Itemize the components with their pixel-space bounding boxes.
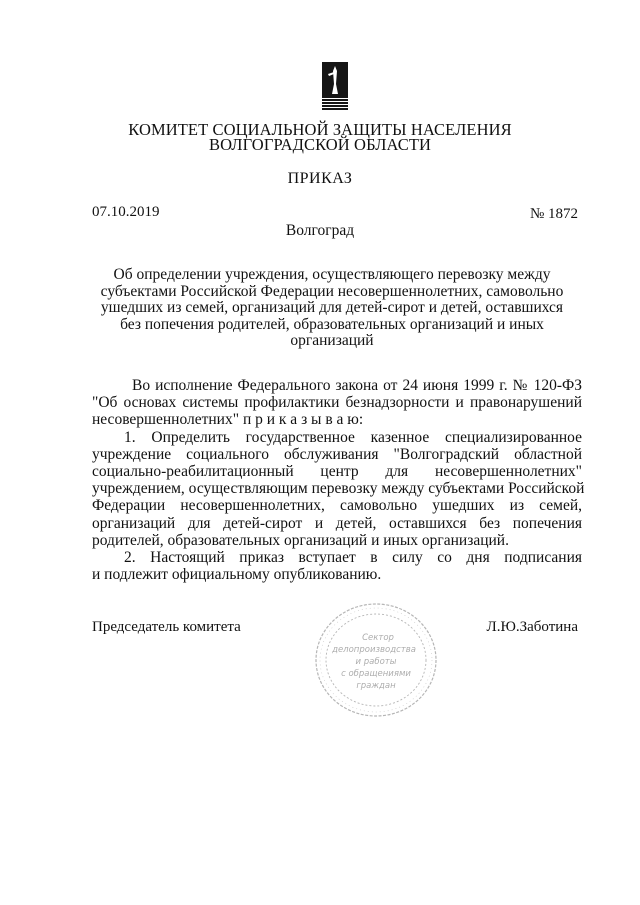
- signatory-name: Л.Ю.Заботина: [486, 619, 578, 635]
- stamp-text-line: Сектор: [362, 633, 394, 643]
- item2-line: и подлежит официальному опубликованию.: [92, 566, 382, 584]
- stamp-text-line: граждан: [356, 681, 396, 691]
- order-word: п р и к а з ы в а ю:: [242, 411, 364, 429]
- preamble-line-with-order: [92, 411, 582, 428]
- subject-line: субъектами Российской Федерации несовершеннолетних, самовольно: [100, 282, 564, 300]
- official-stamp: [312, 600, 440, 720]
- subject-line: без попечения родителей, образовательных организаций и иных: [120, 315, 544, 333]
- document-city: Волгоград: [285, 222, 355, 239]
- coat-of-arms-emblem: [322, 62, 348, 112]
- subject-line: ушедших из семей, организаций для детей-сирот и детей, оставшихся: [100, 299, 564, 316]
- item1-line: учреждением, осуществляющим перевозку между субъектами Российской: [92, 480, 585, 498]
- preamble-line: Во исполнение Федерального закона от 24 июня 1999 г. № 120-ФЗ: [132, 377, 582, 394]
- subject-line: организаций: [290, 332, 374, 349]
- stamp-text-line: делопроизводства: [332, 645, 416, 655]
- subject-line: Об определении учреждения, осуществляющего перевозку между: [113, 266, 551, 283]
- item1-line: 1. Определить государственное казенное специализированное: [124, 428, 582, 446]
- organization-name-line2: ВОЛГОГРАДСКОЙ ОБЛАСТИ: [208, 135, 432, 154]
- item1-line: родителей, образовательных организаций и иных организаций.: [92, 531, 509, 549]
- document-number: № 1872: [529, 206, 578, 222]
- stamp-text-line: с обращениями: [341, 669, 411, 679]
- document-body: [92, 377, 585, 584]
- item1-line: Федерации несовершеннолетних, самовольно ушедших из семей,: [92, 497, 582, 515]
- organization-name-line1: КОМИТЕТ СОЦИАЛЬНОЙ ЗАЩИТЫ НАСЕЛЕНИЯ: [128, 120, 512, 139]
- stamp-text-line: и работы: [355, 657, 397, 667]
- item1-line: учреждение социального обслуживания "Волгоградский областной: [92, 445, 582, 463]
- preamble-line-end: несовершеннолетних": [92, 411, 240, 429]
- preamble-line: "Об основах системы профилактики безнадзорности и правонарушений: [92, 394, 582, 412]
- signatory-role: Председатель комитета: [92, 619, 241, 635]
- document-subject: [96, 267, 568, 350]
- item1-line: социально-реабилитационный центр для несовершеннолетних": [92, 463, 582, 481]
- item1-line: организаций для детей-сирот и детей, оставшихся без попечения: [92, 514, 582, 532]
- item2-line: 2. Настоящий приказ вступает в силу со дня подписания: [124, 549, 582, 567]
- document-date: 07.10.2019: [92, 204, 160, 220]
- document-type: ПРИКАЗ: [287, 170, 353, 187]
